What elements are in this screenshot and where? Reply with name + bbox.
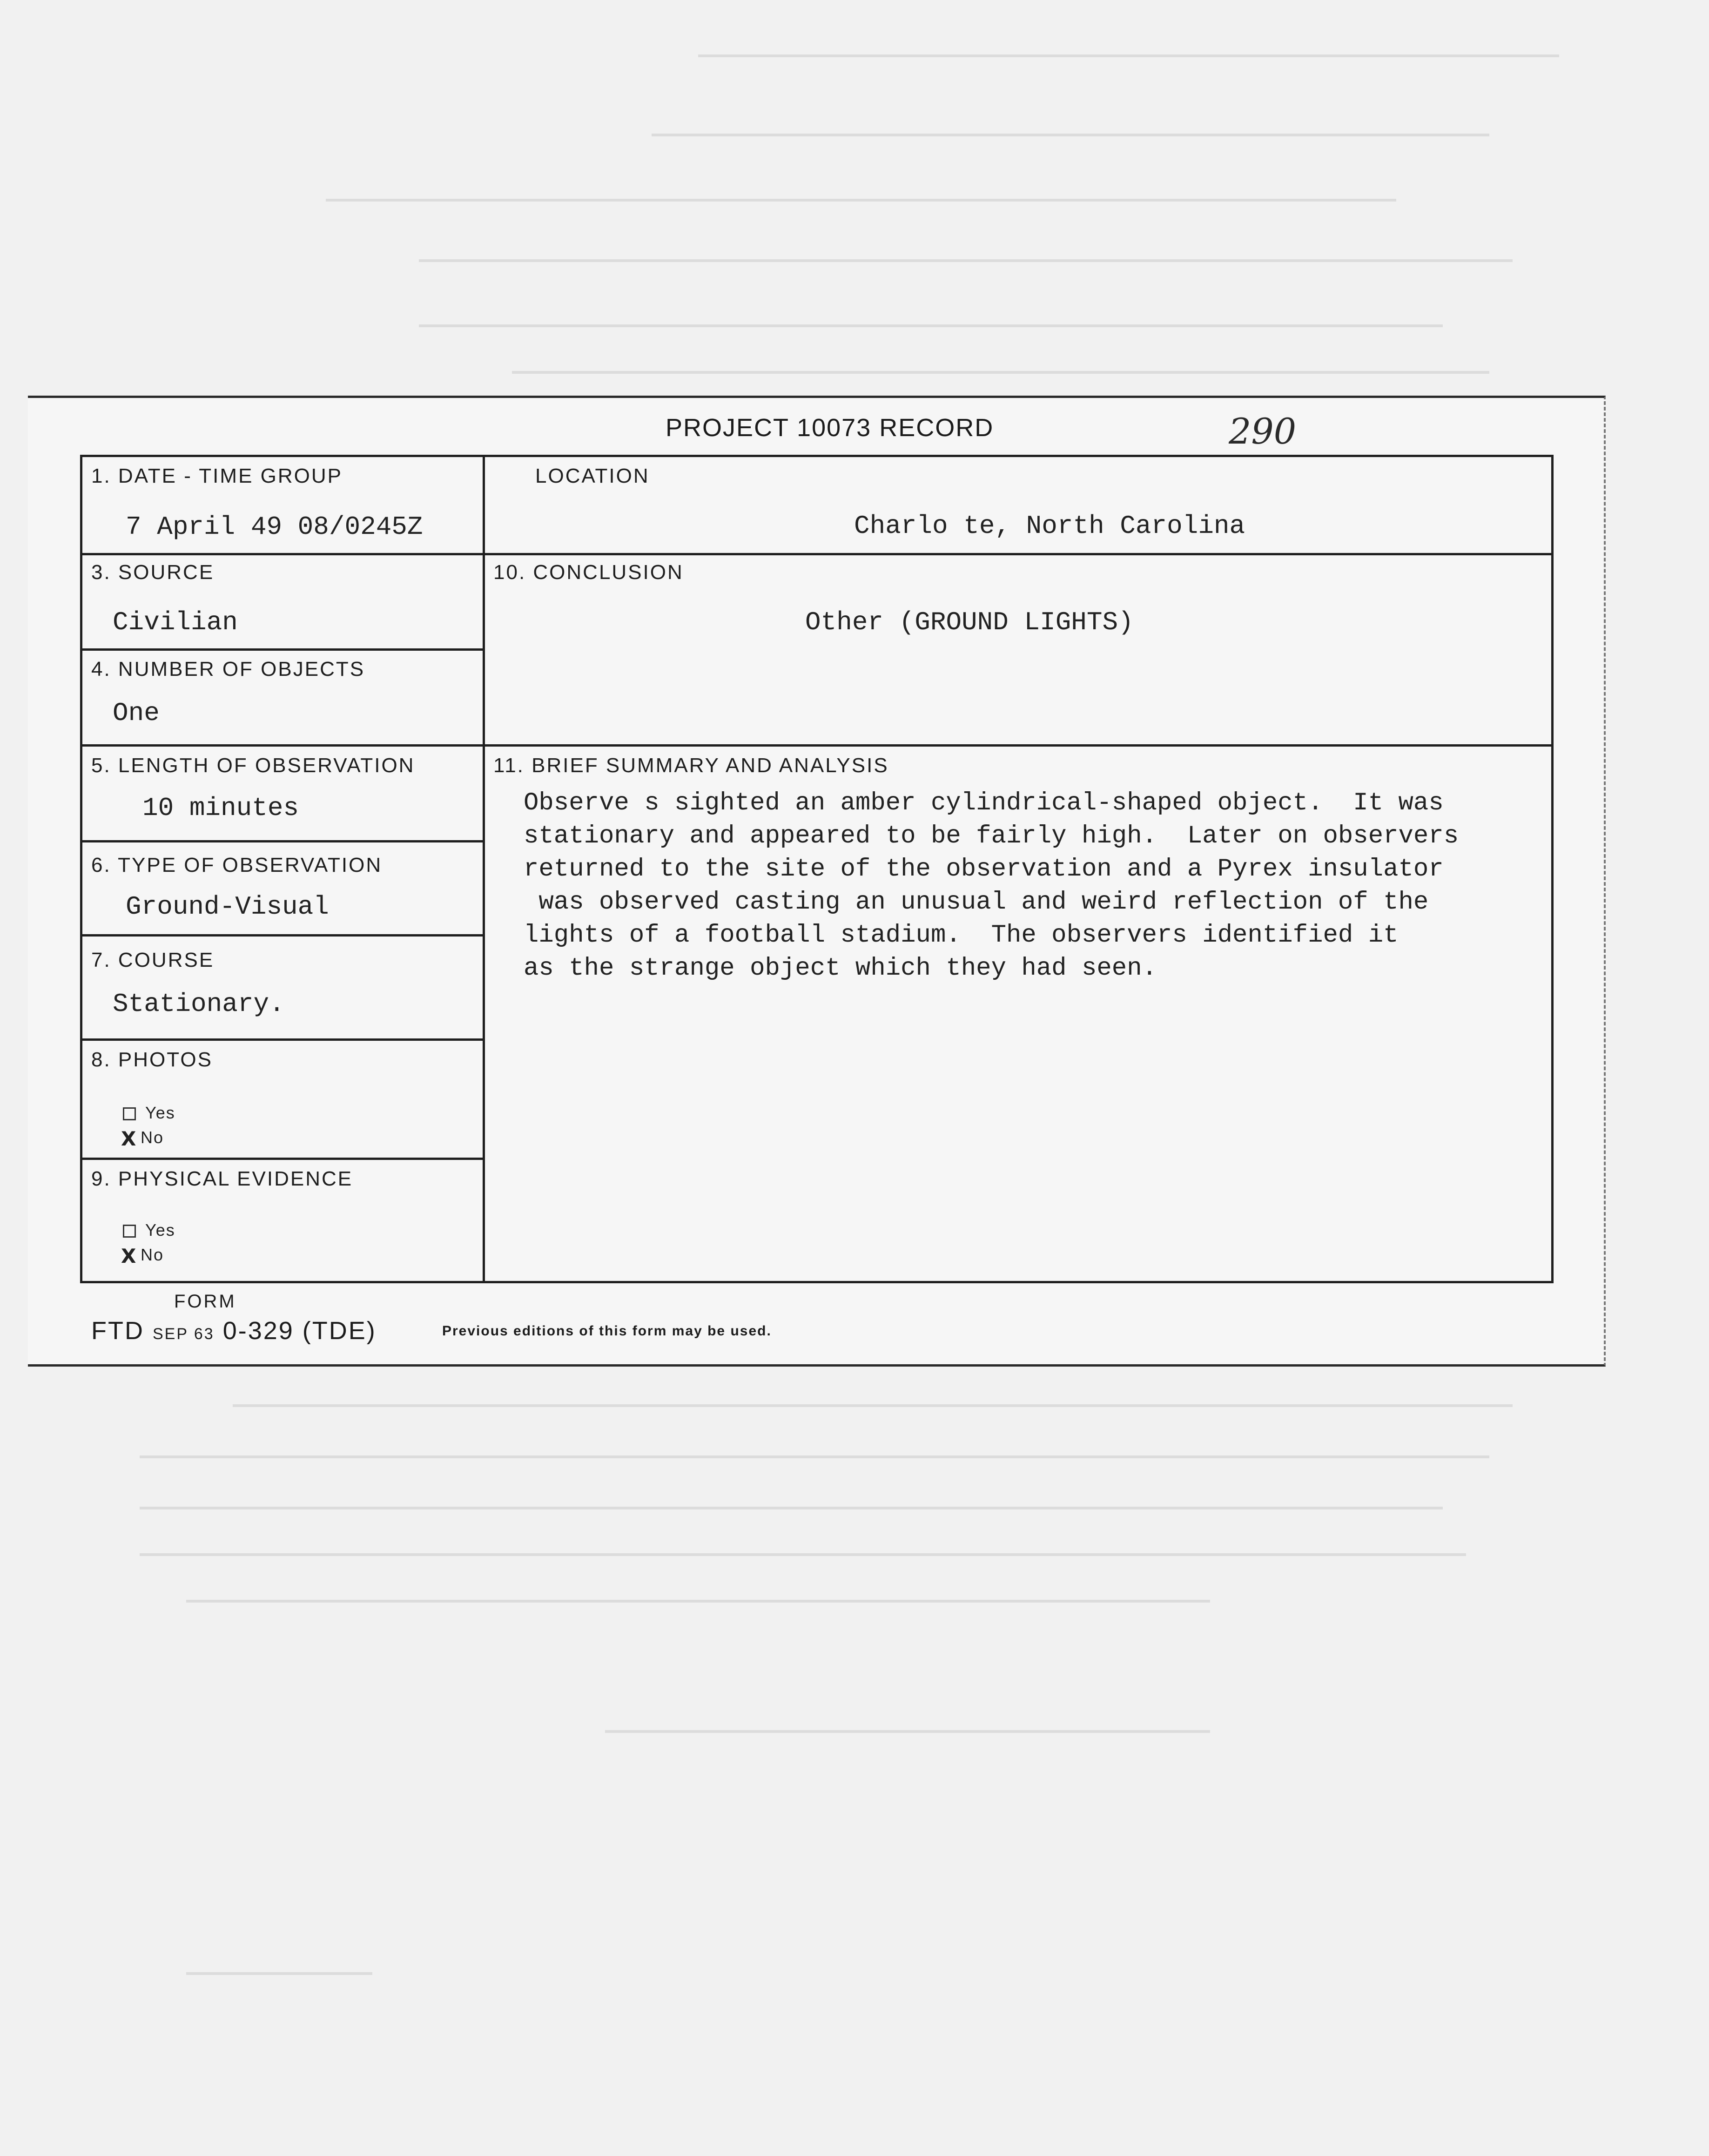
- row-divider: [82, 553, 1551, 555]
- conclusion-value: Other (GROUND LIGHTS): [805, 607, 1134, 637]
- physical-evidence-yes-option: [123, 1220, 175, 1240]
- length-of-observation-value: 10 minutes: [142, 793, 299, 823]
- physical-evidence-label: 9. PHYSICAL EVIDENCE: [91, 1167, 353, 1190]
- row-divider: [82, 744, 1551, 747]
- conclusion-label: 10. CONCLUSION: [493, 561, 684, 584]
- summary-label: 11. BRIEF SUMMARY AND ANALYSIS: [493, 754, 889, 777]
- row-divider: [82, 934, 483, 937]
- summary-text: Observe s sighted an amber cylindrical-shaped object. It was stationary and appeared to be fairly high. Later on observers returned to the site of the observation and a Pyrex insulator was observed casting an unusual and weird reflection of the lights of a football stadium. The observers identified it as the strange object which they had seen.: [524, 789, 1459, 983]
- course-value: Stationary.: [113, 989, 285, 1019]
- number-of-objects-label: 4. NUMBER OF OBJECTS: [91, 658, 365, 680]
- location-value: Charlo te, North Carolina: [854, 511, 1245, 541]
- date-time-label: 1. DATE - TIME GROUP: [91, 465, 343, 487]
- form-code: [91, 1316, 377, 1345]
- page-title: PROJECT 10073 RECORD: [666, 414, 994, 442]
- row-divider: [82, 1038, 483, 1041]
- form-number: 0-329 (TDE): [222, 1317, 377, 1345]
- photos-no-option: [121, 1127, 164, 1150]
- length-of-observation-label: 5. LENGTH OF OBSERVATION: [91, 754, 415, 777]
- photos-no-label: No: [141, 1128, 164, 1147]
- date-time-value: 7 April 49 08/0245Z: [126, 512, 423, 542]
- column-divider: [483, 457, 485, 1281]
- row-divider: [82, 1158, 483, 1160]
- course-label: 7. COURSE: [91, 949, 215, 971]
- checkbox-empty-icon: [123, 1107, 136, 1120]
- source-value: Civilian: [113, 607, 238, 637]
- source-label: 3. SOURCE: [91, 561, 215, 584]
- photos-label: 8. PHOTOS: [91, 1048, 213, 1071]
- record-number: 290: [1229, 411, 1297, 452]
- photos-yes-option: [123, 1103, 175, 1123]
- checkbox-checked-icon: X: [121, 1245, 137, 1267]
- location-label: LOCATION: [535, 465, 650, 487]
- physical-evidence-yes-label: Yes: [145, 1220, 175, 1240]
- number-of-objects-value: One: [113, 698, 160, 728]
- photos-yes-label: Yes: [145, 1103, 175, 1122]
- physical-evidence-no-label: No: [141, 1245, 164, 1265]
- form-date: SEP 63: [152, 1325, 215, 1343]
- physical-evidence-no-option: [121, 1245, 164, 1267]
- form-prefix: FTD: [91, 1317, 144, 1345]
- checkbox-empty-icon: [123, 1225, 136, 1238]
- checkbox-checked-icon: X: [121, 1127, 137, 1150]
- row-divider: [82, 648, 483, 651]
- type-of-observation-label: 6. TYPE OF OBSERVATION: [91, 854, 383, 876]
- type-of-observation-value: Ground-Visual: [126, 892, 329, 922]
- form-note: Previous editions of this form may be used.: [442, 1323, 772, 1339]
- form-label: FORM: [174, 1291, 236, 1312]
- row-divider: [82, 840, 483, 842]
